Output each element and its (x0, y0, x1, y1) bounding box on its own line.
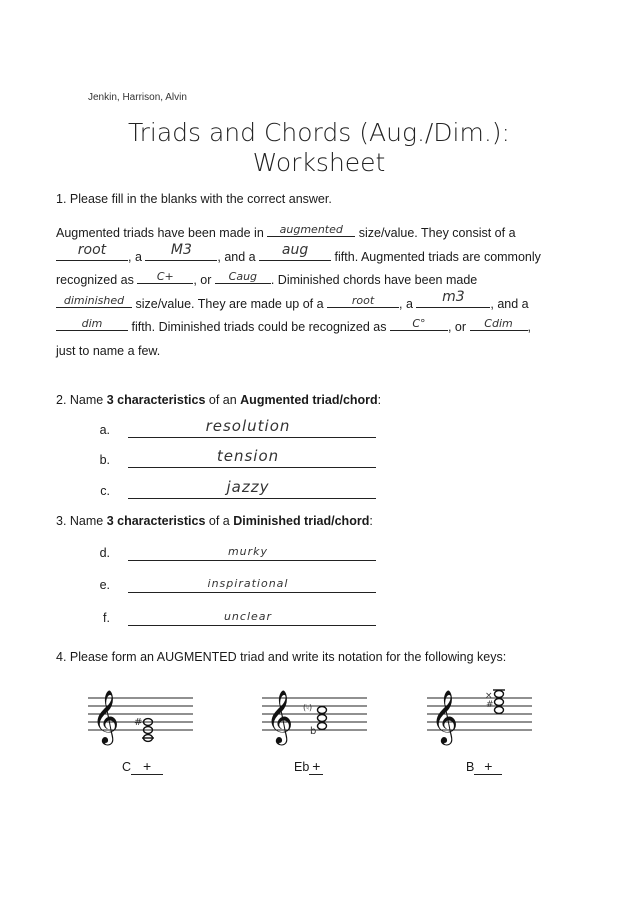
double-sharp-icon: × (485, 691, 493, 701)
q2-text: of an (205, 393, 241, 407)
note-icon (495, 691, 504, 698)
answer-10: dim (81, 317, 103, 330)
q1-text: , (527, 320, 531, 334)
page-title: Triads and Chords (Aug./Dim.): (128, 118, 510, 147)
natural-icon: (♮) (303, 703, 313, 712)
answer-line (128, 498, 376, 499)
answer-11: C° (412, 317, 426, 330)
blank-3[interactable] (145, 241, 217, 261)
answer-item-b[interactable] (88, 447, 388, 473)
key-name: Eb (294, 760, 310, 774)
answer-item-c[interactable] (88, 478, 388, 504)
key-label-eb (294, 758, 323, 775)
note-icon (318, 723, 327, 730)
staff-c (88, 678, 193, 748)
answer-3: M3 (170, 241, 192, 258)
question-3-prompt (56, 514, 373, 528)
q1-text: , a (399, 296, 417, 311)
item-label: a. (99, 423, 110, 437)
handwritten-answer: unclear (223, 610, 273, 623)
answer-item-d[interactable] (88, 546, 388, 566)
blank-5[interactable] (137, 269, 193, 284)
answer-9: m3 (442, 288, 465, 305)
blank-7[interactable] (56, 293, 132, 308)
q3-text: of a (205, 514, 234, 528)
key-answer[interactable]: + (309, 758, 323, 775)
handwritten-answer: jazzy (226, 478, 270, 496)
answer-line (128, 625, 376, 626)
flat-icon: b (310, 726, 317, 737)
q1-text: , and a (490, 296, 529, 311)
item-label: b. (99, 453, 110, 467)
q3-bold: Diminished triad/chord (233, 514, 370, 528)
treble-clef-icon: 𝄞 (266, 689, 294, 743)
q1-text: . Diminished chords have been made (270, 273, 478, 287)
answer-item-a[interactable] (88, 417, 388, 443)
key-label-c (122, 758, 163, 775)
q1-line-5 (56, 316, 596, 340)
q1-text: size/value. They consist of a (355, 226, 516, 240)
answer-line (128, 560, 376, 561)
q3-text: 3. Name (56, 514, 107, 528)
treble-clef-icon: 𝄞 (431, 689, 459, 743)
note-icon (495, 707, 504, 714)
key-name: B (466, 760, 475, 774)
blank-8[interactable] (327, 293, 399, 308)
q1-text: , and a (217, 249, 260, 264)
q1-text: , or (447, 320, 470, 334)
blank-4[interactable] (259, 241, 331, 261)
blank-10[interactable] (56, 316, 128, 331)
answer-item-f[interactable] (88, 611, 388, 631)
question-4-prompt: 4. Please form an AUGMENTED triad and write its notation for the following keys: (56, 650, 507, 664)
answer-2: root (77, 241, 107, 258)
blank-12[interactable] (470, 316, 528, 331)
q1-text: , a (128, 249, 146, 264)
note-icon (318, 715, 327, 722)
sharp-icon: # (486, 700, 494, 710)
item-label: f. (103, 611, 110, 625)
authors: Jenkin, Harrison, Alvin (88, 92, 187, 103)
blank-1[interactable] (267, 222, 355, 237)
q2-bold: Augmented triad/chord (240, 393, 378, 407)
q1-text: recognized as (56, 273, 138, 287)
answer-8: root (351, 293, 375, 307)
answer-line (128, 467, 376, 468)
page-subtitle: Worksheet (252, 148, 386, 177)
q1-text: Augmented triads have been made in (56, 226, 268, 240)
answer-line (128, 437, 376, 438)
note-icon (318, 707, 327, 714)
item-label: e. (99, 578, 110, 592)
q1-text: just to name a few. (56, 343, 161, 358)
q1-line-6 (56, 340, 596, 364)
key-answer[interactable]: + (474, 758, 502, 775)
item-label: d. (99, 546, 110, 560)
handwritten-answer: tension (216, 447, 280, 465)
answer-12: Cdim (484, 317, 513, 330)
q1-text: size/value. They are made up of a (132, 296, 328, 311)
item-label: c. (100, 484, 110, 498)
q2-text: : (377, 393, 382, 407)
blank-9[interactable] (416, 288, 490, 308)
answer-7: diminished (63, 293, 125, 307)
handwritten-answer: murky (227, 545, 269, 558)
answer-line (128, 592, 376, 593)
q3-text: : (369, 514, 373, 528)
answer-1: augmented (279, 223, 343, 236)
answer-6: Caug (228, 270, 258, 283)
treble-clef-icon: 𝄞 (92, 689, 120, 743)
q2-text: 2. Name (56, 393, 107, 407)
blank-6[interactable] (215, 269, 271, 284)
key-label-b (466, 758, 502, 775)
staff-eb (262, 678, 367, 748)
key-name: C (122, 760, 132, 774)
question-1-prompt: 1. Please fill in the blanks with the correct answer. (56, 192, 332, 206)
sharp-icon: # (134, 717, 143, 728)
q1-text: fifth. Augmented triads are commonly (331, 249, 541, 264)
q3-bold: 3 characteristics (106, 514, 206, 528)
key-answer[interactable]: + (131, 758, 163, 775)
question-1-paragraph (56, 222, 596, 363)
answer-5: C+ (156, 270, 174, 283)
answer-item-e[interactable] (88, 578, 388, 598)
question-2-prompt (56, 393, 381, 407)
blank-2[interactable] (56, 241, 128, 261)
handwritten-answer: resolution (205, 417, 291, 435)
q1-text: , or (193, 273, 215, 287)
answer-4: aug (281, 241, 309, 258)
q1-line-3 (56, 269, 596, 293)
q1-text: fifth. Diminished triads could be recognized as (128, 320, 390, 334)
note-icon (495, 699, 504, 706)
blank-11[interactable] (390, 316, 448, 331)
q2-bold: 3 characteristics (106, 393, 206, 407)
staff-b (427, 678, 532, 748)
handwritten-answer: inspirational (207, 577, 289, 590)
